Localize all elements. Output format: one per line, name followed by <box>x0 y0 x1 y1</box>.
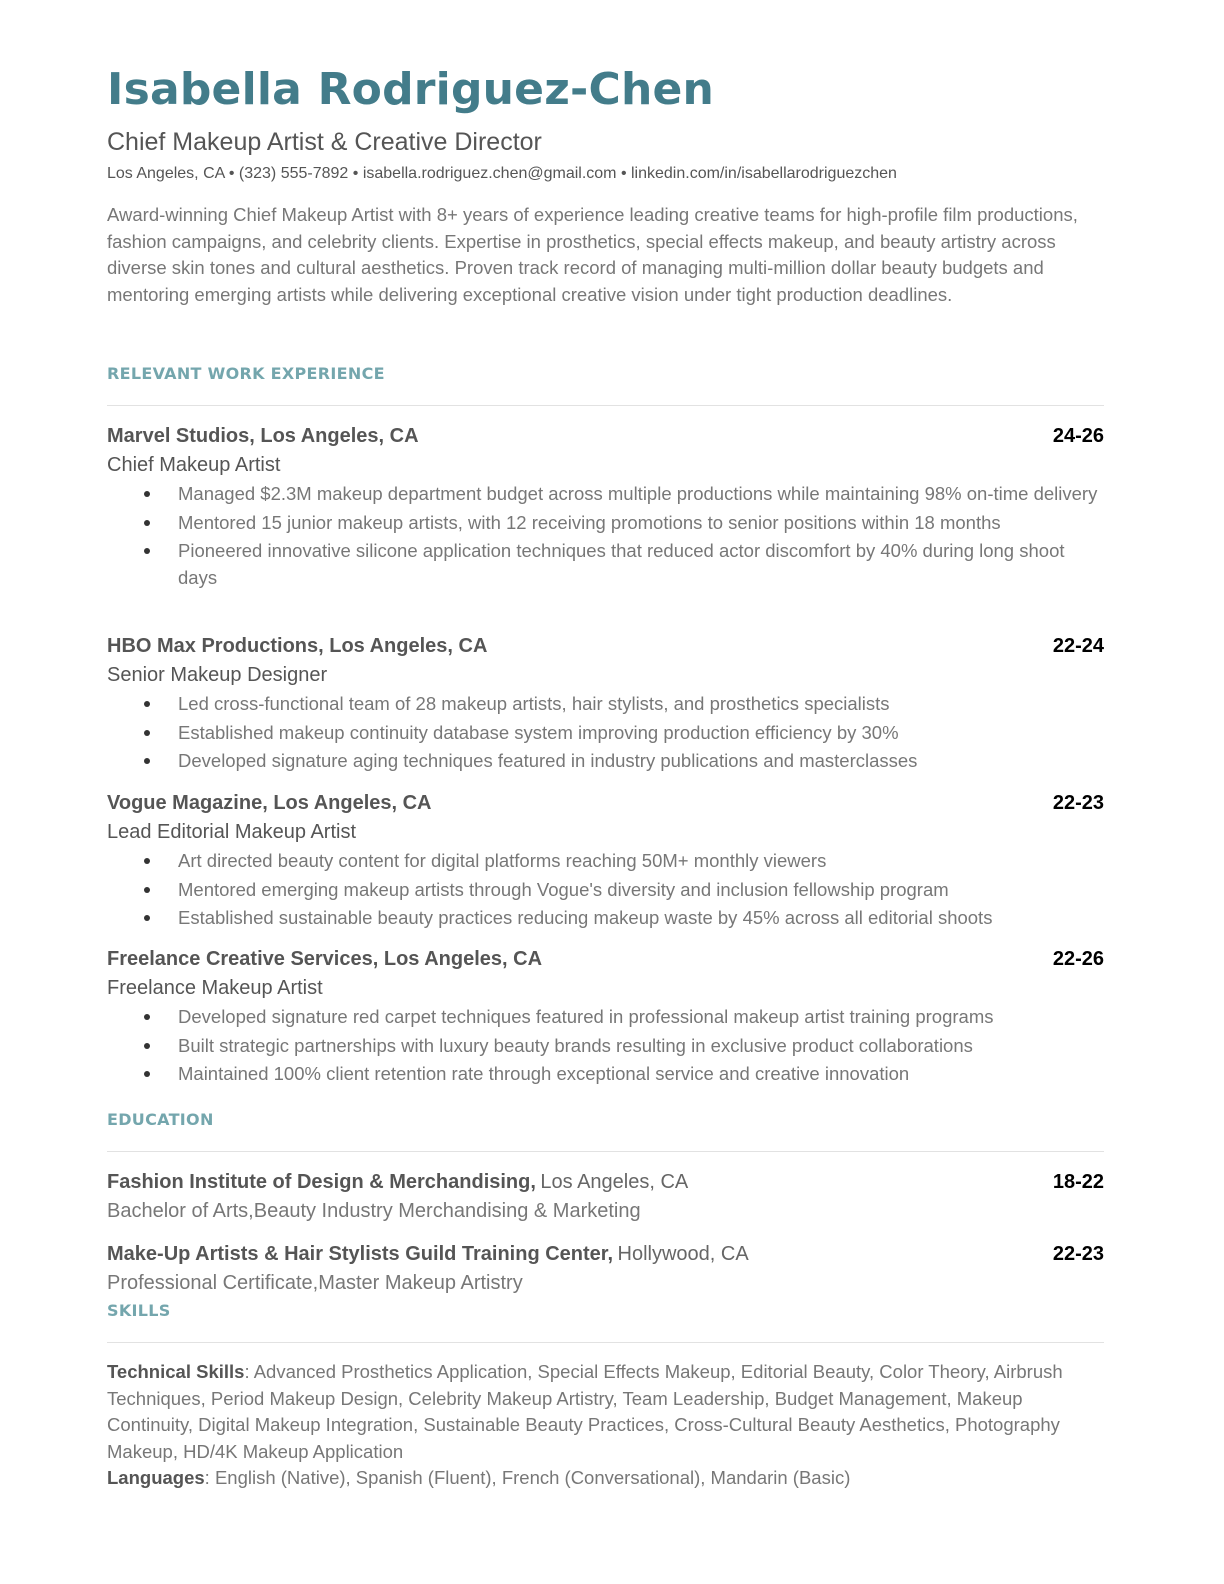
section-divider <box>107 405 1104 406</box>
experience-header <box>107 789 1104 818</box>
section-divider <box>107 1342 1104 1343</box>
education-header <box>107 1168 1104 1197</box>
experience-role: Lead Editorial Makeup Artist <box>107 821 357 843</box>
experience-dates: 22-23 <box>1052 792 1104 814</box>
experience-bullet: Developed signature aging techniques featured in industry publications and masterclasses <box>107 747 1104 774</box>
education-school: Fashion Institute of Design & Merchandising, <box>107 1171 536 1193</box>
technical-skills-list: : Advanced Prosthetics Application, Special Effects Makeup, Editorial Beauty, Color Theory, Airbrush Techniques, Period Makeup Design, Celebrity Makeup Artistry, Team Leadership, Budget Management, Makeup Continuity, Digital Makeup Integration, Sustainable Beauty Practices, Cross-Cultural Beauty Aesthetics, Photography Makeup, HD/4K Makeup Application <box>107 1361 1063 1462</box>
education-location: Hollywood, CA <box>617 1243 749 1265</box>
contact-line: Los Angeles, CA • (323) 555-7892 • isabella.rodriguez.chen@gmail.com • linkedin.com/in/isabellarodriguezchen <box>107 165 897 182</box>
experience-dates: 24-26 <box>1052 425 1104 447</box>
experience-header <box>107 422 1104 451</box>
experience-bullet: Built strategic partnerships with luxury beauty brands resulting in exclusive product collaborations <box>107 1032 1104 1059</box>
experience-header <box>107 632 1104 661</box>
experience-company: HBO Max Productions, Los Angeles, CA <box>107 635 488 657</box>
experience-entry <box>107 789 1104 933</box>
experience-bullets <box>107 1003 1104 1087</box>
experience-bullet: Maintained 100% client retention rate through exceptional service and creative innovation <box>107 1060 1104 1087</box>
experience-bullet: Established makeup continuity database system improving production efficiency by 30% <box>107 719 1104 746</box>
section-title-experience: RELEVANT WORK EXPERIENCE <box>107 364 385 383</box>
experience-bullet: Art directed beauty content for digital platforms reaching 50M+ monthly viewers <box>107 847 1104 874</box>
education-dates: 18-22 <box>1052 1171 1104 1193</box>
experience-bullet: Managed $2.3M makeup department budget across multiple productions while maintaining 98% on-time delivery <box>107 480 1104 507</box>
section-title-skills: SKILLS <box>107 1301 171 1320</box>
experience-company: Freelance Creative Services, Los Angeles, CA <box>107 948 543 970</box>
experience-role: Freelance Makeup Artist <box>107 977 323 999</box>
professional-summary: Award-winning Chief Makeup Artist with 8+ years of experience leading creative teams for high-profile film productions, fashion campaigns, and celebrity clients. Expertise in prosthetics, special effects makeup, and beauty artistry across diverse skin tones and cultural aesthetics. Proven track record of managing multi-million dollar beauty budgets and mentoring emerging artists while delivering exceptional creative vision under tight production deadlines. <box>107 204 1078 305</box>
experience-bullets <box>107 690 1104 774</box>
education-degree: Professional Certificate,Master Makeup Artistry <box>107 1272 523 1294</box>
experience-dates: 22-24 <box>1052 635 1104 657</box>
section-title-education: EDUCATION <box>107 1110 214 1129</box>
experience-entry <box>107 422 1104 593</box>
languages-list: : English (Native), Spanish (Fluent), French (Conversational), Mandarin (Basic) <box>204 1467 851 1489</box>
education-location: Los Angeles, CA <box>540 1171 689 1193</box>
education-header <box>107 1240 1104 1269</box>
experience-bullet: Mentored 15 junior makeup artists, with 12 receiving promotions to senior positions within 18 months <box>107 509 1104 536</box>
education-dates: 22-23 <box>1052 1243 1104 1265</box>
experience-entry <box>107 632 1104 776</box>
skills-block <box>107 1359 1104 1492</box>
experience-role: Chief Makeup Artist <box>107 454 281 476</box>
technical-skills <box>107 1359 1104 1465</box>
experience-entry <box>107 945 1104 1089</box>
languages <box>107 1465 1104 1492</box>
candidate-headline: Chief Makeup Artist & Creative Director <box>107 128 542 156</box>
experience-bullet: Led cross-functional team of 28 makeup artists, hair stylists, and prosthetics specialists <box>107 690 1104 717</box>
experience-header <box>107 945 1104 974</box>
experience-bullet: Mentored emerging makeup artists through Vogue's diversity and inclusion fellowship program <box>107 876 1104 903</box>
experience-role: Senior Makeup Designer <box>107 664 328 686</box>
experience-bullet: Established sustainable beauty practices reducing makeup waste by 45% across all editorial shoots <box>107 904 1104 931</box>
education-degree: Bachelor of Arts,Beauty Industry Merchandising & Marketing <box>107 1200 641 1222</box>
experience-dates: 22-26 <box>1052 948 1104 970</box>
education-entry <box>107 1240 1104 1298</box>
languages-label: Languages <box>107 1467 205 1489</box>
experience-bullets <box>107 847 1104 931</box>
experience-bullet: Pioneered innovative silicone application techniques that reduced actor discomfort by 40% during long shoot days <box>107 537 1104 591</box>
section-divider <box>107 1151 1104 1152</box>
experience-bullet: Developed signature red carpet techniques featured in professional makeup artist training programs <box>107 1003 1104 1030</box>
experience-bullets <box>107 480 1104 591</box>
experience-company: Vogue Magazine, Los Angeles, CA <box>107 792 432 814</box>
candidate-name: Isabella Rodriguez-Chen <box>107 64 715 115</box>
technical-skills-label: Technical Skills <box>107 1361 245 1382</box>
education-school: Make-Up Artists & Hair Stylists Guild Training Center, <box>107 1243 614 1265</box>
education-entry <box>107 1168 1104 1226</box>
experience-company: Marvel Studios, Los Angeles, CA <box>107 425 419 447</box>
